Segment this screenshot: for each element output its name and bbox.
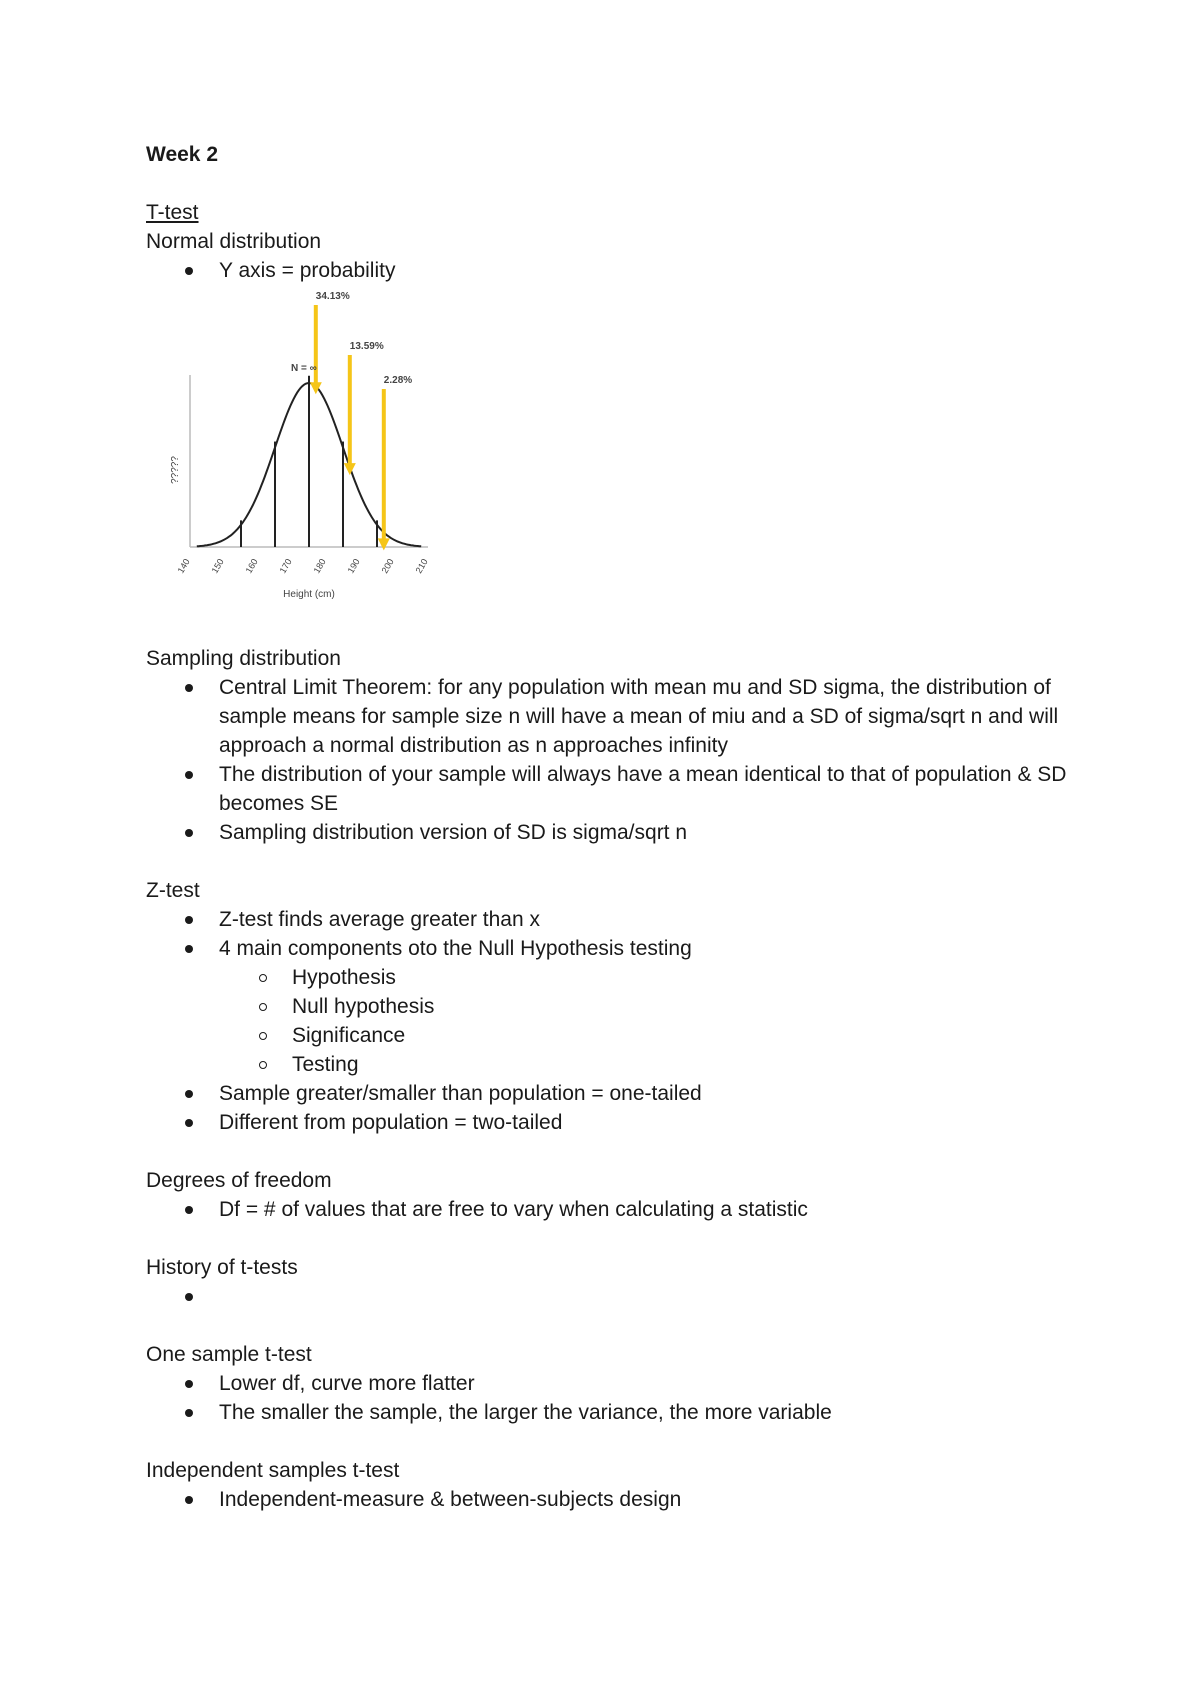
- subheading-history-of-t-tests: History of t-tests: [146, 1256, 298, 1279]
- annotation-label: 2.28%: [383, 375, 413, 386]
- list-item: Central Limit Theorem: for any population with mean mu and SD sigma, the distribution of sample means for sample size n will have a mean of miu and a SD of sigma/sqrt n and will approach a normal distribution as n approaches infinity: [219, 673, 1106, 760]
- section-heading-t-test: T-test: [146, 201, 199, 224]
- page-title: Week 2: [146, 143, 218, 166]
- bullet-list: [146, 673, 1106, 847]
- arrow-head: [344, 463, 356, 475]
- x-tick-label: 150: [209, 557, 226, 576]
- subheading-normal-distribution: Normal distribution: [146, 230, 322, 253]
- x-axis-label: Height (cm): [283, 589, 335, 600]
- bullet-list: [146, 1282, 1106, 1311]
- x-tick-label: 180: [311, 557, 328, 576]
- list-item: Y axis = probability: [219, 256, 1106, 285]
- bullet-list: [146, 905, 1106, 1137]
- bullet-list: [146, 1195, 1106, 1224]
- y-axis-label: ?????: [170, 456, 181, 484]
- sub-list-item: Testing: [292, 1050, 1106, 1079]
- subheading-sampling-distribution: Sampling distribution: [146, 647, 341, 670]
- list-item-text: 4 main components oto the Null Hypothesis testing: [219, 937, 692, 960]
- list-item: [219, 1282, 1106, 1311]
- bullet-list: [146, 1485, 1106, 1514]
- sub-bullet-list: [219, 963, 1106, 1079]
- x-tick-label: 200: [379, 557, 396, 576]
- bullet-list: [146, 1369, 1106, 1427]
- list-item: The distribution of your sample will always have a mean identical to that of population & SD becomes SE: [219, 760, 1106, 818]
- document-page: [146, 140, 1106, 1514]
- sub-list-item: Hypothesis: [292, 963, 1106, 992]
- list-item: Sampling distribution version of SD is sigma/sqrt n: [219, 818, 1106, 847]
- annotation-label: 13.59%: [349, 341, 384, 352]
- list-item: [219, 934, 1106, 1079]
- subheading-one-sample-t-test: One sample t-test: [146, 1343, 312, 1366]
- chart-svg: [158, 285, 448, 615]
- list-item: Independent-measure & between-subjects design: [219, 1485, 1106, 1514]
- x-tick-label: 160: [243, 557, 260, 576]
- normal-distribution-chart: [158, 285, 448, 615]
- list-item: The smaller the sample, the larger the variance, the more variable: [219, 1398, 1106, 1427]
- sub-list-item: Significance: [292, 1021, 1106, 1050]
- x-tick-label: 140: [175, 557, 192, 576]
- list-item: Z-test finds average greater than x: [219, 905, 1106, 934]
- x-tick-label: 190: [345, 557, 362, 576]
- x-tick-label: 210: [413, 557, 430, 576]
- subheading-degrees-of-freedom: Degrees of freedom: [146, 1169, 332, 1192]
- bullet-list: [146, 256, 1106, 285]
- peak-label: N = ∞: [291, 363, 317, 374]
- list-item: Df = # of values that are free to vary when calculating a statistic: [219, 1195, 1106, 1224]
- subheading-z-test: Z-test: [146, 879, 200, 902]
- list-item: Sample greater/smaller than population = one-tailed: [219, 1079, 1106, 1108]
- list-item: Different from population = two-tailed: [219, 1108, 1106, 1137]
- sub-list-item: Null hypothesis: [292, 992, 1106, 1021]
- arrow-head: [378, 538, 390, 550]
- x-tick-label: 170: [277, 557, 294, 576]
- annotation-label: 34.13%: [315, 291, 350, 302]
- subheading-independent-samples-t-test: Independent samples t-test: [146, 1459, 400, 1482]
- list-item: Lower df, curve more flatter: [219, 1369, 1106, 1398]
